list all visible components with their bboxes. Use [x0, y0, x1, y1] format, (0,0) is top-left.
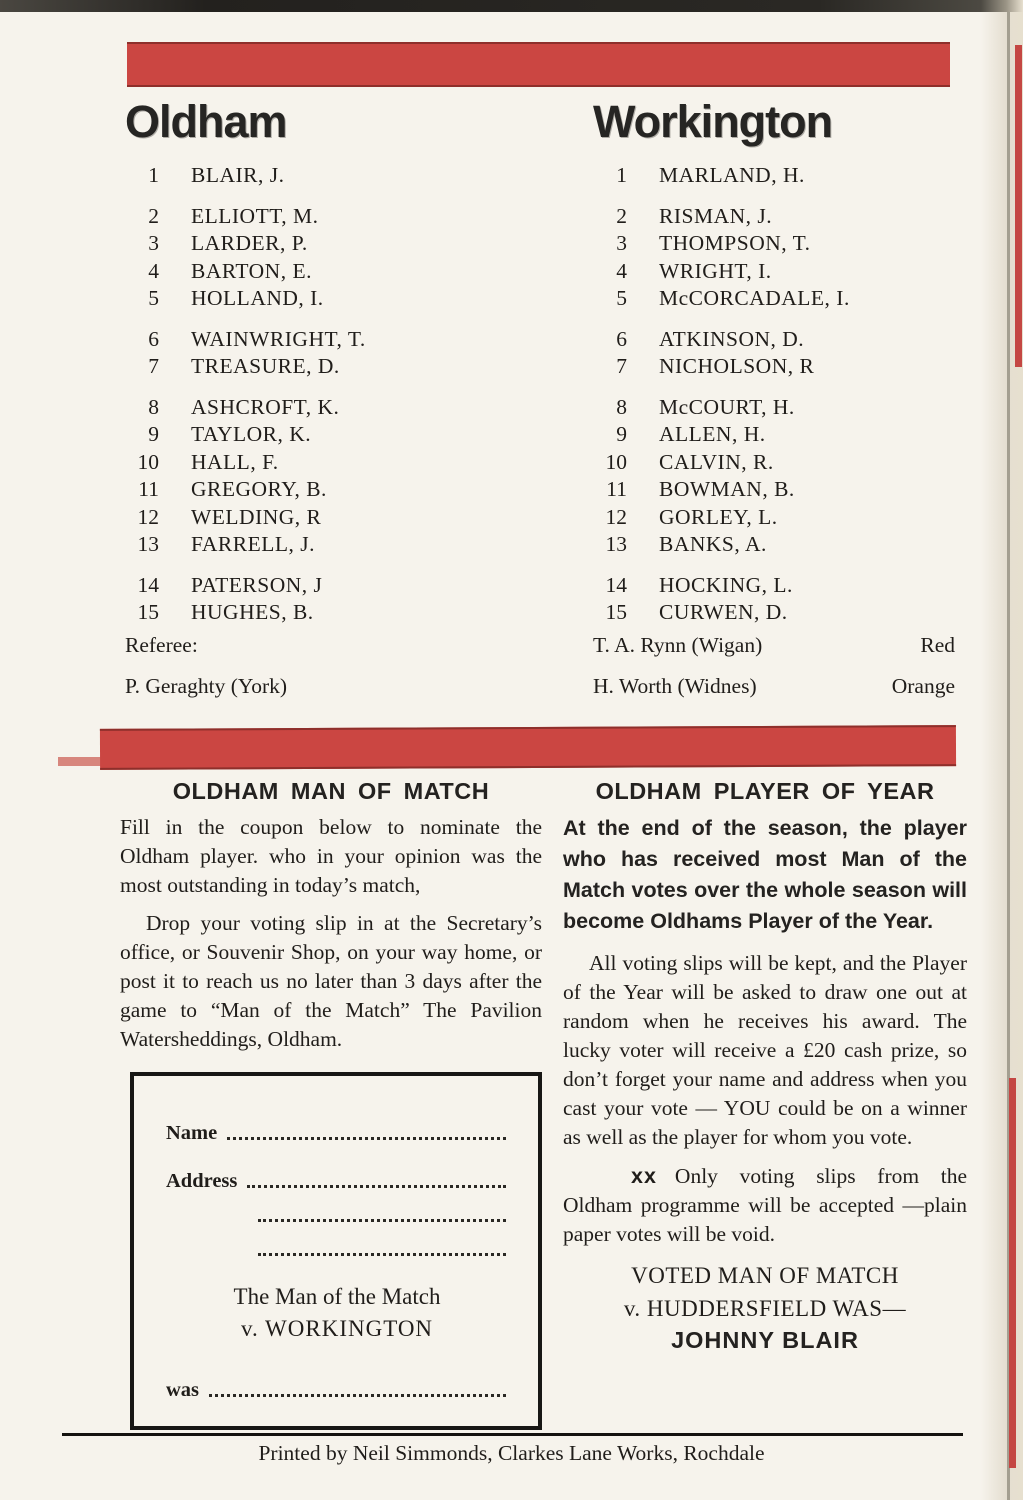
printer-credit: Printed by Neil Simmonds, Clarkes Lane Works, Rochdale	[258, 1441, 765, 1465]
man-of-match-section	[120, 778, 542, 1054]
man-of-match-para1: Fill in the coupon below to nominate the Oldham player. who in your opinion was the most outstanding in today’s match,	[120, 815, 542, 897]
player-number: 6	[148, 326, 159, 351]
player-number: 13	[137, 532, 159, 556]
player-name: CURWEN, D.	[659, 600, 788, 624]
player-row	[593, 599, 1013, 627]
player-of-year-intro: At the end of the season, the player who has received most Man of the Match votes over the whole season will become Oldhams Player of the Year.	[563, 816, 967, 933]
xx-marker: xx	[631, 1164, 657, 1188]
player-number: 5	[148, 286, 159, 310]
player-number: 11	[138, 477, 159, 501]
player-number: 3	[616, 231, 627, 255]
player-name: CALVIN, R.	[659, 449, 774, 474]
player-number: 8	[148, 394, 159, 419]
player-number: 1	[616, 163, 627, 187]
coupon-address-field-3[interactable]	[258, 1253, 506, 1256]
player-name: McCORCADALE, I.	[659, 286, 850, 310]
player-number: 2	[148, 203, 159, 228]
player-row	[593, 476, 1013, 504]
player-of-year-section	[563, 778, 967, 1354]
player-name: BLAIR, J.	[191, 163, 285, 187]
player-row	[125, 599, 545, 627]
roster-oldham	[125, 162, 545, 627]
touch-judge-name: T. A. Rynn (Wigan)	[593, 633, 763, 657]
player-row	[125, 285, 545, 313]
player-name: ATKINSON, D.	[659, 326, 805, 351]
player-row	[125, 394, 545, 422]
coupon-address-field-2[interactable]	[258, 1219, 506, 1222]
coupon-name-field[interactable]	[227, 1137, 506, 1140]
player-name: WELDING, R	[191, 504, 322, 529]
voted-line1: VOTED MAN OF MATCH	[631, 1263, 899, 1288]
player-row	[593, 394, 1013, 422]
footer-rule	[62, 1433, 963, 1436]
player-name: ASHCROFT, K.	[191, 394, 340, 419]
coupon-address-field[interactable]	[247, 1185, 506, 1188]
player-number: 4	[616, 258, 627, 283]
player-number: 11	[606, 477, 627, 501]
player-number: 5	[616, 286, 627, 310]
referee-name: P. Geraghty (York)	[125, 674, 288, 698]
player-name: PATERSON, J	[191, 572, 323, 597]
player-name: NICHOLSON, R	[659, 354, 815, 378]
player-number: 15	[605, 600, 627, 624]
coupon-was-field[interactable]	[209, 1394, 506, 1397]
player-row	[125, 504, 545, 532]
touch-judge-name: H. Worth (Widnes)	[593, 674, 757, 698]
player-name: HOCKING, L.	[659, 572, 793, 597]
player-number: 9	[148, 422, 159, 446]
coupon-name-label: Name	[166, 1122, 218, 1144]
player-number: 10	[137, 449, 159, 474]
player-number: 13	[605, 532, 627, 556]
player-of-year-para3	[563, 1162, 967, 1249]
team-column-workington	[593, 96, 1013, 627]
voted-player-name: JOHNNY BLAIR	[671, 1327, 859, 1353]
player-name: WAINWRIGHT, T.	[191, 326, 366, 351]
scan-top-edge	[0, 0, 1023, 12]
player-name: THOMPSON, T.	[659, 231, 811, 255]
player-name: HUGHES, B.	[191, 600, 314, 624]
referee-label: Referee:	[125, 633, 198, 657]
coupon-address-row-2	[166, 1219, 508, 1227]
player-number: 12	[605, 504, 627, 529]
man-of-match-heading: OLDHAM MAN OF MATCH	[172, 778, 490, 804]
player-number: 14	[605, 572, 627, 597]
player-name: McCOURT, H.	[659, 394, 795, 419]
player-row	[593, 504, 1013, 532]
player-name: LARDER, P.	[191, 231, 308, 255]
player-row	[125, 353, 545, 381]
player-row	[593, 531, 1013, 559]
player-number: 15	[137, 600, 159, 624]
roster-workington	[593, 162, 1013, 627]
player-row	[593, 285, 1013, 313]
player-name: BARTON, E.	[191, 258, 312, 283]
player-of-year-para3-text: Only voting slips from the Oldham programme will be accepted —plain paper votes will be void.	[563, 1164, 967, 1246]
player-name: BANKS, A.	[659, 532, 767, 556]
page-edge-red-strip-upper	[1015, 45, 1022, 367]
coupon-was-label: was	[166, 1379, 200, 1401]
player-name: GREGORY, B.	[191, 477, 327, 501]
match-officials	[125, 633, 955, 715]
player-row	[593, 421, 1013, 449]
team-title-oldham: Oldham	[125, 96, 287, 147]
coupon-match-line: The Man of the Match	[233, 1284, 441, 1309]
page-edge-red-strip-lower	[1009, 1078, 1016, 1468]
player-row	[593, 203, 1013, 231]
player-of-year-heading: OLDHAM PLAYER OF YEAR	[595, 778, 935, 804]
coupon-name-row	[166, 1122, 508, 1145]
player-name: WRIGHT, I.	[659, 258, 772, 283]
top-red-banner	[127, 42, 950, 87]
man-of-match-para2: Drop your voting slip in at the Secretary’s office, or Souvenir Shop, on your way home, or post it to reach us no later than 3 days after the game to “Man of the Match” The Pavilion Watersheddings, Oldham.	[120, 911, 542, 1051]
player-row	[125, 531, 545, 559]
player-row	[125, 421, 545, 449]
player-row	[593, 230, 1013, 258]
coupon-opponent-line: v. WORKINGTON	[240, 1316, 434, 1341]
player-row	[593, 326, 1013, 354]
player-row	[125, 449, 545, 477]
voted-line2: v. HUDDERSFIELD WAS—	[623, 1296, 907, 1321]
player-row	[125, 162, 545, 190]
player-name: ELLIOTT, M.	[191, 203, 319, 228]
player-number: 1	[148, 163, 159, 187]
player-name: TREASURE, D.	[191, 354, 340, 378]
coupon-address-row	[166, 1170, 508, 1193]
player-number: 6	[616, 326, 627, 351]
player-name: GORLEY, L.	[659, 504, 778, 529]
player-name: TAYLOR, K.	[191, 422, 312, 446]
player-number: 3	[148, 231, 159, 255]
player-number: 4	[148, 258, 159, 283]
red-ink-smudge	[58, 757, 104, 766]
player-name: FARRELL, J.	[191, 532, 315, 556]
voting-coupon	[130, 1072, 542, 1430]
player-number: 12	[137, 504, 159, 529]
player-name: ALLEN, H.	[659, 422, 766, 446]
middle-red-banner	[100, 725, 956, 770]
coupon-was-row	[166, 1379, 508, 1402]
player-number: 7	[148, 354, 159, 378]
player-row	[125, 230, 545, 258]
player-number: 14	[137, 572, 159, 597]
touch-judge-flag-color: Orange	[891, 674, 955, 698]
player-row	[125, 572, 545, 600]
player-row	[593, 572, 1013, 600]
player-row	[125, 258, 545, 286]
player-number: 8	[616, 394, 627, 419]
player-row	[593, 258, 1013, 286]
player-number: 9	[616, 422, 627, 446]
coupon-address-label: Address	[166, 1170, 238, 1192]
player-name: HOLLAND, I.	[191, 286, 324, 310]
team-title-workington: Workington	[593, 96, 833, 147]
player-row	[593, 353, 1013, 381]
player-name: HALL, F.	[191, 449, 279, 474]
touch-judge-flag-color: Red	[920, 633, 955, 657]
team-column-oldham	[125, 96, 545, 627]
player-name: RISMAN, J.	[659, 203, 773, 228]
player-number: 7	[616, 354, 627, 378]
player-row	[125, 476, 545, 504]
coupon-address-row-3	[166, 1253, 508, 1261]
player-name: MARLAND, H.	[659, 163, 805, 187]
player-row	[125, 203, 545, 231]
player-name: BOWMAN, B.	[659, 477, 795, 501]
player-number: 2	[616, 203, 627, 228]
player-row	[593, 449, 1013, 477]
player-row	[593, 162, 1013, 190]
player-of-year-para2: All voting slips will be kept, and the Player of the Year will be asked to draw one out at random when he receives his award. The lucky voter will receive a £20 cash prize, so don’t forget your name and address when you cast your vote — YOU could be on a winner as well as the player for whom you vote.	[563, 951, 967, 1149]
player-number: 10	[605, 449, 627, 474]
player-row	[125, 326, 545, 354]
